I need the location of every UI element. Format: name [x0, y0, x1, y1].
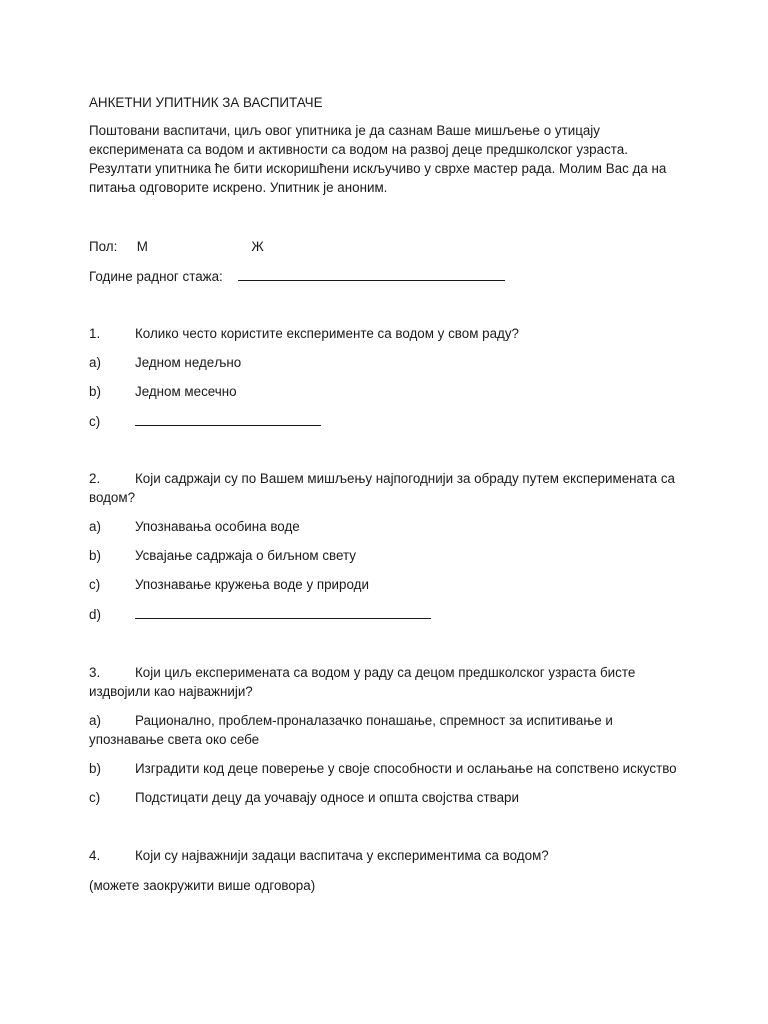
- question-4: [89, 846, 549, 865]
- question-3-option-a[interactable]: [89, 711, 679, 749]
- option-answer-line[interactable]: [135, 411, 321, 426]
- option-letter: c): [89, 414, 101, 429]
- question-2: [89, 469, 679, 507]
- option-text: Подстицати децу да уочавају односе и општа својства ствари: [135, 790, 519, 805]
- option-letter: a): [89, 355, 101, 370]
- question-2-option-c[interactable]: [89, 575, 369, 594]
- gender-row: [89, 237, 264, 256]
- option-text: Упознавање кружења воде у природи: [135, 577, 369, 592]
- option-letter: b): [89, 548, 101, 563]
- question-number: 3.: [89, 665, 101, 680]
- question-2-option-a[interactable]: [89, 517, 300, 536]
- question-number: 2.: [89, 471, 101, 486]
- question-1-option-b[interactable]: [89, 382, 237, 401]
- option-letter: c): [89, 790, 101, 805]
- option-letter: b): [89, 384, 101, 399]
- experience-row: [89, 266, 505, 286]
- option-letter: a): [89, 519, 101, 534]
- question-text: Који циљ експеримената са водом у раду са децом предшколског узраста бисте издвојили као најважнији?: [89, 665, 636, 699]
- question-1-option-a[interactable]: [89, 353, 241, 372]
- intro-paragraph: Поштовани васпитачи, циљ овог упитника је да сазнам Ваше мишљење о утицају експеримената са водом и активности са водом на развој деце предшколског узраста. Резултати упитника ће бити искоришћени искључиво у сврхе мастер рада. Молим Вас да на питања одговорите искрено. Упитник је аноним.: [89, 123, 667, 195]
- question-1-option-c[interactable]: [89, 411, 321, 431]
- question-text: Који су најважнији задаци васпитача у експериментима са водом?: [135, 848, 549, 863]
- option-text: Једном месечно: [135, 384, 237, 399]
- question-4-note: (можете заокружити више одговора): [89, 878, 316, 893]
- question-2-option-d[interactable]: [89, 604, 431, 624]
- experience-answer-line[interactable]: [238, 266, 505, 281]
- gender-option-male[interactable]: М: [136, 239, 148, 254]
- option-text: Упознавања особина воде: [135, 519, 300, 534]
- document-title: АНКЕТНИ УПИТНИК ЗА ВАСПИТАЧЕ: [89, 95, 323, 110]
- option-letter: b): [89, 761, 101, 776]
- question-text: Који садржаји су по Вашем мишљењу најпогоднији за обраду путем експеримената са водом?: [89, 471, 675, 505]
- question-3: [89, 663, 679, 701]
- question-2-option-b[interactable]: [89, 546, 356, 565]
- option-letter: d): [89, 607, 101, 622]
- option-letter: c): [89, 577, 101, 592]
- experience-label: Године радног стажа:: [89, 269, 223, 284]
- option-text: Изградити код деце поверење у своје способности и ослањање на сопствено искуство: [135, 761, 677, 776]
- question-3-option-c[interactable]: [89, 788, 519, 807]
- question-number: 1.: [89, 326, 101, 341]
- option-answer-line[interactable]: [135, 604, 431, 619]
- gender-label: Пол:: [89, 239, 118, 254]
- question-3-option-b[interactable]: [89, 759, 677, 778]
- option-text: Усвајање садржаја о биљном свету: [135, 548, 356, 563]
- question-text: Колико често користите експерименте са водом у свом раду?: [135, 326, 519, 341]
- question-number: 4.: [89, 848, 101, 863]
- gender-option-female[interactable]: Ж: [251, 239, 264, 254]
- option-letter: a): [89, 713, 101, 728]
- option-text: Једном недељно: [135, 355, 242, 370]
- question-1: [89, 324, 519, 343]
- option-text: Рационално, проблем-проналазачко понашање, спремност за испитивање и упознавање света око себе: [89, 713, 613, 747]
